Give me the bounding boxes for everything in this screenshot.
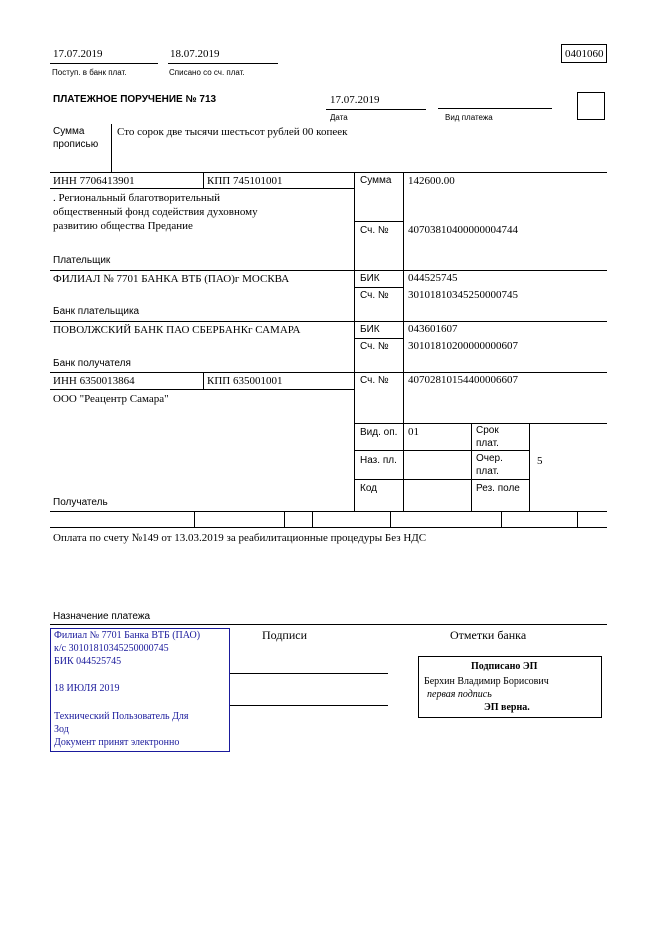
grid-line bbox=[50, 321, 607, 322]
amount-words-divider bbox=[111, 124, 112, 172]
signer-name: Берхин Владимир Борисович bbox=[424, 676, 549, 687]
grid-line bbox=[354, 423, 607, 424]
amount-words-label-2: прописью bbox=[53, 139, 99, 150]
payee-kpp: КПП 635001001 bbox=[207, 375, 283, 387]
signature-line-1 bbox=[230, 673, 388, 674]
purpose-bottom-line bbox=[50, 624, 607, 625]
grid-line bbox=[354, 450, 471, 451]
payment-type-underline bbox=[438, 108, 552, 109]
payer-bank-bik-value: 044525745 bbox=[408, 272, 458, 284]
grid-line bbox=[354, 221, 403, 222]
payee-account-label: Сч. № bbox=[360, 375, 389, 386]
payer-bank-account-label: Сч. № bbox=[360, 290, 389, 301]
order-date-label: Дата bbox=[330, 113, 348, 122]
payer-account-label: Сч. № bbox=[360, 225, 389, 236]
date-debited-underline bbox=[168, 63, 278, 64]
corner-box bbox=[577, 92, 605, 120]
sum-value: 142600.00 bbox=[408, 175, 455, 187]
payee-bank-bik-label: БИК bbox=[360, 324, 380, 335]
payee-label: Получатель bbox=[53, 497, 108, 508]
grid-line bbox=[50, 511, 607, 512]
grid-line bbox=[50, 172, 607, 173]
grid-line bbox=[50, 372, 607, 373]
srok-label-2: плат. bbox=[476, 438, 499, 449]
grid-line bbox=[501, 511, 502, 527]
purpose-label: Назначение платежа bbox=[53, 611, 151, 622]
payee-name: ООО "Реацентр Самара" bbox=[53, 393, 169, 405]
signature-line-2 bbox=[230, 705, 388, 706]
signatures-label: Подписи bbox=[262, 628, 308, 642]
grid-line bbox=[284, 511, 285, 527]
payer-kpp: КПП 745101001 bbox=[207, 175, 283, 187]
sum-label: Сумма bbox=[360, 175, 392, 186]
grid-line bbox=[403, 172, 404, 511]
date-received-underline bbox=[50, 63, 158, 64]
grid-line bbox=[194, 511, 195, 527]
amount-words-value: Сто сорок две тысячи шестьсот рублей 00 копеек bbox=[117, 126, 348, 138]
stamp-line-1: Филиал № 7701 Банка ВТБ (ПАО) bbox=[54, 630, 201, 641]
purpose-text: Оплата по счету №149 от 13.03.2019 за реабилитационные процедуры Без НДС bbox=[53, 532, 427, 544]
payee-inn: ИНН 6350013864 bbox=[53, 375, 135, 387]
signature-verified: ЭП верна. bbox=[484, 702, 530, 713]
ocher-value: 5 bbox=[537, 455, 543, 467]
signed-title: Подписано ЭП bbox=[471, 661, 538, 672]
stamp-line-2: к/с 30101810345250000745 bbox=[54, 643, 169, 654]
payer-bank-account-value: 30101810345250000745 bbox=[408, 289, 518, 301]
payer-inn: ИНН 7706413901 bbox=[53, 175, 135, 187]
srok-label-1: Срок bbox=[476, 425, 499, 436]
signer-role: первая подпись bbox=[427, 689, 492, 700]
grid-line bbox=[50, 389, 354, 390]
naz-pl-label: Наз. пл. bbox=[360, 455, 397, 466]
kod-label: Код bbox=[360, 483, 378, 494]
payee-bank-account-value: 30101810200000000607 bbox=[408, 340, 518, 352]
payee-bank-label: Банк получателя bbox=[53, 358, 131, 369]
amount-words-label-1: Сумма bbox=[53, 126, 85, 137]
payer-account-value: 40703810400000004744 bbox=[408, 224, 518, 236]
grid-line bbox=[354, 172, 355, 511]
date-debited-label: Списано со сч. плат. bbox=[169, 68, 245, 77]
grid-line bbox=[354, 479, 471, 480]
vid-op-label: Вид. оп. bbox=[360, 427, 398, 438]
payer-bank-bik-label: БИК bbox=[360, 273, 380, 284]
grid-line bbox=[529, 423, 530, 511]
payer-label: Плательщик bbox=[53, 255, 111, 266]
grid-line bbox=[471, 450, 529, 451]
grid-line bbox=[390, 511, 391, 527]
payment-type-label: Вид платежа bbox=[445, 113, 493, 122]
stamp-user-2: Зод bbox=[54, 724, 69, 735]
payer-name-1: . Региональный благотворительный bbox=[53, 192, 220, 204]
order-date: 17.07.2019 bbox=[330, 94, 380, 106]
payee-bank-name: ПОВОЛЖСКИЙ БАНК ПАО СБЕРБАНКг САМАРА bbox=[53, 324, 301, 336]
grid-line bbox=[203, 172, 204, 188]
stamp-date: 18 ИЮЛЯ 2019 bbox=[54, 683, 120, 694]
grid-line bbox=[354, 338, 403, 339]
stamp-user-1: Технический Пользователь Для bbox=[54, 711, 189, 722]
grid-line bbox=[50, 270, 607, 271]
ocher-label-2: плат. bbox=[476, 466, 499, 477]
grid-line bbox=[203, 372, 204, 389]
date-received-label: Поступ. в банк плат. bbox=[52, 68, 127, 77]
grid-line bbox=[50, 527, 607, 528]
grid-line bbox=[312, 511, 313, 527]
payee-account-value: 40702810154400006607 bbox=[408, 374, 518, 386]
payee-bank-bik-value: 043601607 bbox=[408, 323, 458, 335]
order-date-underline bbox=[326, 109, 426, 110]
rez-pole-label: Рез. поле bbox=[476, 483, 520, 494]
date-received: 17.07.2019 bbox=[53, 48, 103, 60]
payee-bank-account-label: Сч. № bbox=[360, 341, 389, 352]
ocher-label-1: Очер. bbox=[476, 453, 503, 464]
grid-line bbox=[471, 479, 529, 480]
stamp-status: Документ принят электронно bbox=[54, 737, 180, 748]
grid-line bbox=[471, 423, 472, 511]
payer-bank-name: ФИЛИАЛ № 7701 БАНКА ВТБ (ПАО)г МОСКВА bbox=[53, 273, 290, 285]
stamp-line-3: БИК 044525745 bbox=[54, 656, 122, 667]
payer-name-2: общественный фонд содействия духовному bbox=[53, 206, 258, 218]
date-debited: 18.07.2019 bbox=[170, 48, 220, 60]
bank-marks-label: Отметки банка bbox=[450, 628, 527, 642]
grid-line bbox=[577, 511, 578, 527]
payer-bank-label: Банк плательщика bbox=[53, 306, 140, 317]
payer-name-3: развитию общества Предание bbox=[53, 220, 193, 232]
grid-line bbox=[50, 188, 354, 189]
order-title: ПЛАТЕЖНОЕ ПОРУЧЕНИЕ № 713 bbox=[53, 94, 217, 105]
vid-op-value: 01 bbox=[408, 426, 419, 438]
form-code: 0401060 bbox=[565, 48, 604, 60]
grid-line bbox=[354, 287, 403, 288]
